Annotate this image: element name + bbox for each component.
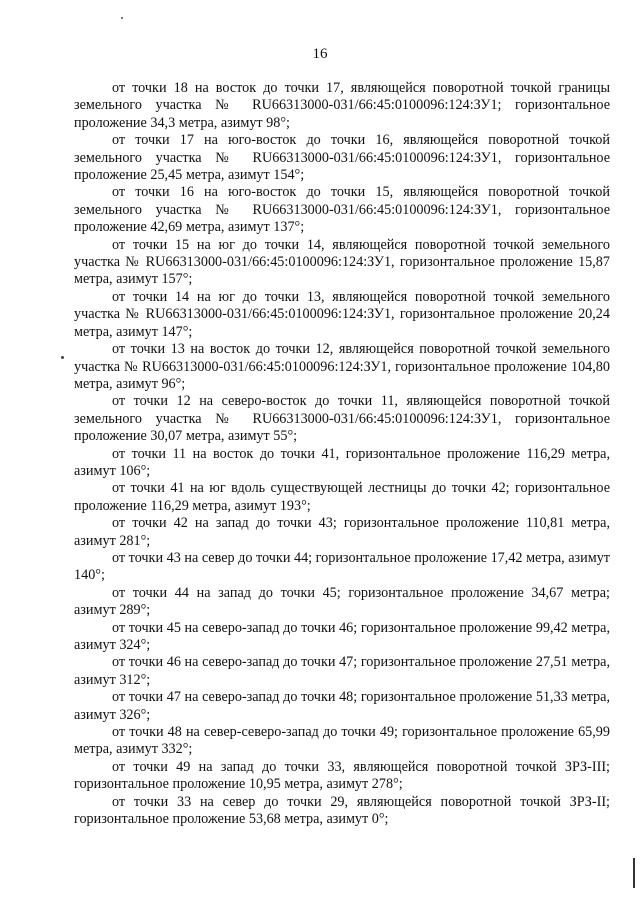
paragraph-point-42: от точки 42 на запад до точки 43; горизонтальное проложение 110,81 метра, азимут 281°; [74,515,610,549]
paragraph-point-12: от точки 12 на северо-восток до точки 11, являющейся поворотной точкой земельного участка № RU66313000-031/66:45:0100096:124:ЗУ1, горизонтальное проложение 30,07 метра, азимут 55°; [74,393,610,445]
paragraph-point-17: от точки 17 на юго-восток до точки 16, являющейся поворотной точкой земельного участка № RU66313000-031/66:45:0100096:124:ЗУ1, горизонтальное проложение 25,45 метра, азимут 154°; [74,132,610,184]
paragraph-point-15: от точки 15 на юг до точки 14, являющейся поворотной точкой земельного участка № RU66313000-031/66:45:0100096:124:ЗУ1, горизонтальное проложение 15,87 метра, азимут 157°; [74,236,610,288]
paragraph-point-43: от точки 43 на север до точки 44; горизонтальное проложение 17,42 метра, азимут 140°; [74,549,610,584]
paragraph-point-16: от точки 16 на юго-восток до точки 15, являющейся поворотной точкой земельного участка № RU66313000-031/66:45:0100096:124:ЗУ1, горизонтальное проложение 42,69 метра, азимут 137°; [74,184,610,236]
paragraph-point-45: от точки 45 на северо-запад до точки 46; горизонтальное проложение 99,42 метра, азимут 324°; [74,619,610,653]
paragraph-point-13: от точки 13 на восток до точки 12, являющейся поворотной точкой земельного участка № RU66313000-031/66:45:0100096:124:ЗУ1, горизонтальное проложение 104,80 метра, азимут 96°; [74,341,610,392]
paragraph-point-11: от точки 11 на восток до точки 41, горизонтальное проложение 116,29 метра, азимут 106°; [74,445,610,479]
margin-bullet-mark [61,356,64,359]
paragraph-point-48: от точки 48 на север-северо-запад до точки 49; горизонтальное проложение 65,99 метра, азимут 332°; [74,724,610,758]
paragraph-point-46: от точки 46 на северо-запад до точки 47; горизонтальное проложение 27,51 метра, азимут 312°; [74,654,610,688]
scan-edge-mark [633,858,635,888]
page-number: 16 [312,46,328,62]
paragraph-point-14: от точки 14 на юг до точки 13, являющейся поворотной точкой земельного участка № RU66313000-031/66:45:0100096:124:ЗУ1, горизонтальное проложение 20,24 метра, азимут 147°; [74,288,610,340]
paragraph-point-33: от точки 33 на север до точки 29, являющейся поворотной точкой ЗРЗ-II; горизонтальное проложение 53,68 метра, азимут 0°; [74,793,610,828]
paragraph-point-44: от точки 44 на запад до точки 45; горизонтальное проложение 34,67 метра; азимут 289°; [74,584,610,619]
paragraph-point-41: от точки 41 на юг вдоль существующей лестницы до точки 42; горизонтальное проложение 116,29 метра, азимут 193°; [74,480,610,514]
paragraph-point-49: от точки 49 на запад до точки 33, являющейся поворотной точкой ЗРЗ-III; горизонтальное проложение 10,95 метра, азимут 278°; [74,758,610,793]
scan-dot-mark [121,17,123,19]
document-body [74,80,610,828]
paragraph-point-47: от точки 47 на северо-запад до точки 48; горизонтальное проложение 51,33 метра, азимут 326°; [74,689,610,723]
paragraph-point-18: от точки 18 на восток до точки 17, являющейся поворотной точкой границы земельного участка № RU66313000-031/66:45:0100096:124:ЗУ1; горизонтальное проложение 34,3 метра, азимут 98°; [74,80,610,131]
